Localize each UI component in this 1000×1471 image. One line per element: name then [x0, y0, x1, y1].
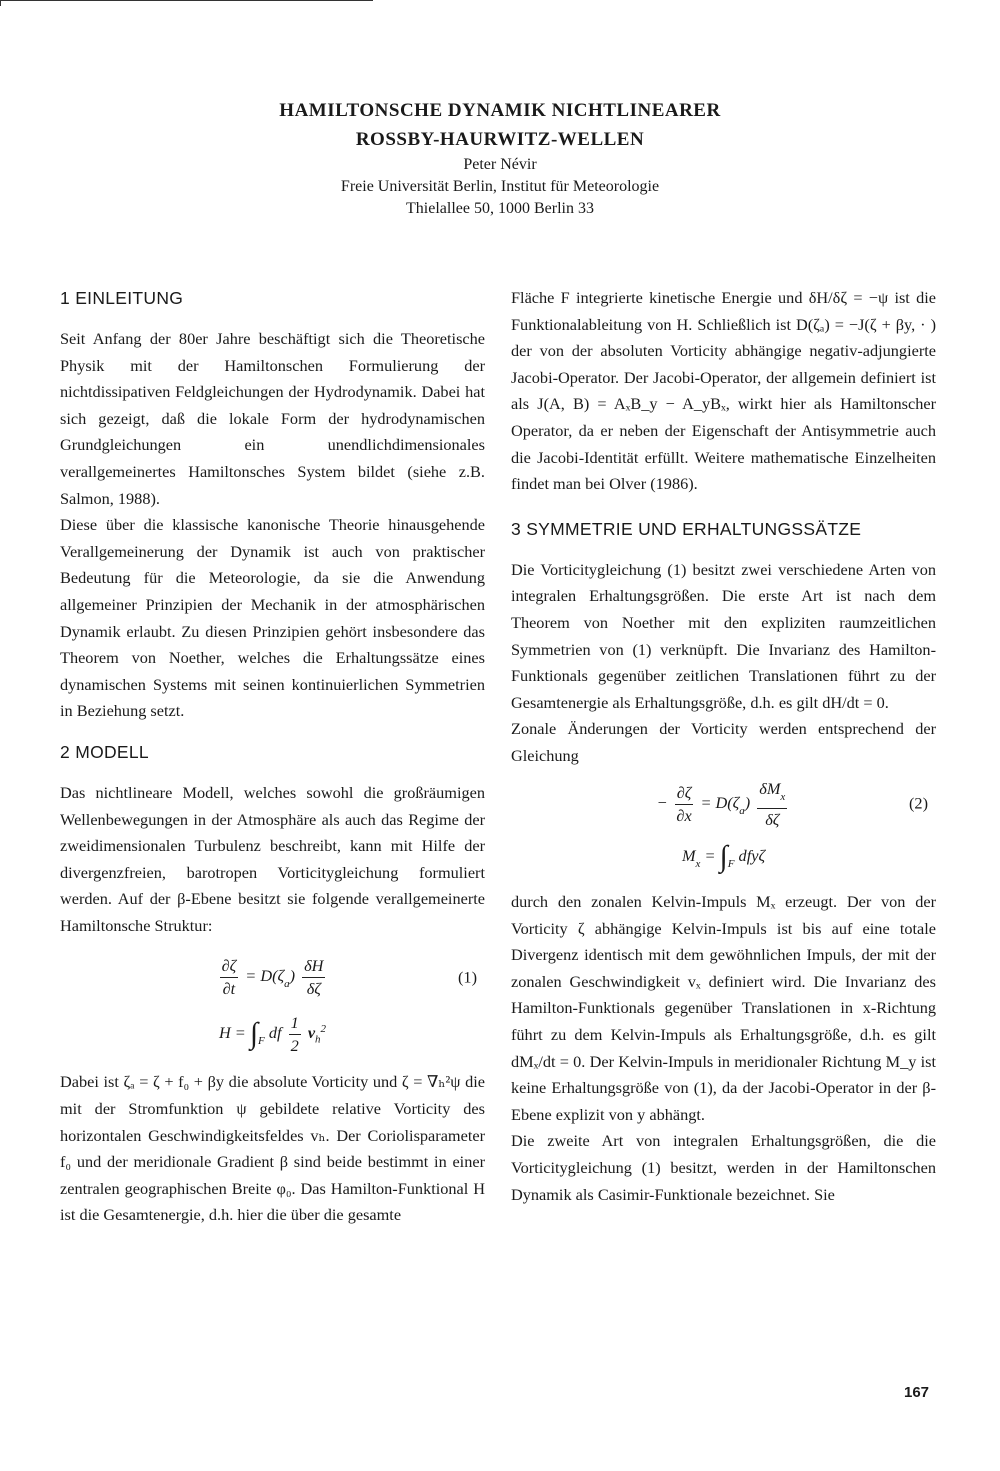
fraction: $\frac{1}{2}$ — [290, 1013, 299, 1056]
paper-title-line1: HAMILTONSCHE DYNAMIK NICHTLINEARER — [279, 100, 721, 121]
equation-hamiltonian: $H = \int_F$ df $\frac{1}{2}$ $v_h^2$ — [218, 1013, 327, 1056]
equation-2: − $\frac{\partial\zeta}{\partial x}$ = $D(\zeta_a)$ $\frac{\delta M_x}{\delta\zeta}$ (2) — [656, 778, 928, 829]
paragraph: Die zweite Art von integralen Erhaltungsgrößen, die die Vorticitygleichung (1) besitzt, werden in der Hamiltonschen Dynamik als Casimir-Funktionale bezeichnet. Sie — [511, 1131, 936, 1204]
paragraph: durch den zonalen Kelvin-Impuls Mₓ erzeugt. Der von der Vorticity ζ abhängige Kelvin-Impuls ist bis auf eine totale Divergenz identisch mit dem gewöhnlichen Impuls, der mit der zonalen Geschwindigkeit vₓ definiert wird. Die Invarianz des Hamilton-Funktionals gegenüber Translationen in x-Richtung führt zu dem Kelvin-Impuls als Erhaltungsgröße, d.h. es gilt dMₓ/dt = 0. Der Kelvin-Impuls in meridionaler Richtung M_y ist keine Erhaltungsgröße von (1), da der Jacobi-Operator in der β-Ebene explizit von y abhängt. — [511, 892, 936, 1124]
paragraph: Das nichtlineare Modell, welches sowohl die großräumigen Wellenbewegungen in der Atmosphäre als auch das Regime der zweidimensionalen Turbulenz beschreibt, kann mit Hilfe der divergenzfreien, barotropen Vorticitygleichung formuliert werden. Auf der β-Ebene besitzt sie folgende verallgemeinerte Hamiltonsche Struktur: — [60, 782, 485, 935]
paragraph: Dabei ist ζₐ = ζ + f₀ + βy die absolute Vorticity und ζ = ∇ₕ²ψ die mit der Stromfunktion ψ gebildete relative Vorticity des horizontalen Geschwindigkeitsfeldes vₕ. Der Coriolisparameter f₀ und der meridionale Gradient β sind beide bestimmt in einer zentralen geographischen Breite φ₀. Das Hamilton-Funktional H ist die Gesamtenergie, d.h. hier die über die gesamte — [60, 1072, 485, 1225]
author: Peter Névir — [463, 156, 537, 173]
equation-number: (1) — [458, 967, 477, 987]
paragraph: Seit Anfang der 80er Jahre beschäftigt sich die Theoretische Physik mit der Hamiltonschen Formulierung der nichtdissipativen Feldgleichungen der Hydrodynamik. Dabei hat sich gezeigt, daß die lokale Form der hydrodynamischen Grundgleichungen ein unendlichdimensionales verallgemeinertes Hamiltonsches System bildet (siehe z.B. Salmon, 1988). — [60, 329, 485, 508]
fraction: $\frac{\partial\zeta}{\partial t}$ — [221, 956, 237, 999]
affiliation: Freie Universität Berlin, Institut für Meteorologie — [340, 178, 660, 195]
fraction: $\frac{\delta H}{\delta\zeta}$ — [304, 956, 324, 999]
equation-kelvin-impulse: $M_x = \int_F$ dfyζ — [681, 839, 766, 873]
paragraph: Diese über die klassische kanonische Theorie hinausgehende Verallgemeinerung der Dynamik ist auch von praktischer Bedeutung für die Meteorologie, da sie die Anwendung allgemeiner Prinzipien der Mechanik in der atmosphärischen Dynamik erlaubt. Zu diesen Prinzipien gehört insbesondere das Theorem von Noether, welches die Erhaltungssätze eines dynamischen Systems mit seinen kontinuierlichen Symmetrien in Beziehung setzt. — [60, 515, 485, 721]
paragraph: Die Vorticitygleichung (1) besitzt zwei verschiedene Arten von integralen Erhaltungsgrößen. Die erste Art ist nach dem Theorem von Noether mit den expliziten raumzeitlichen Symmetrien von (1) verknüpft. Die Invarianz des Hamilton-Funktionals gegenüber zeitlichen Translationen führt zu der Gesamtenergie als Erhaltungsgröße, d.h. es gilt dH/dt = 0. — [511, 559, 936, 712]
paper-header — [0, 96, 1000, 220]
section-heading-modell: 2 MODELL — [60, 741, 149, 762]
section-heading-symmetrie: 3 SYMMETRIE UND ERHALTUNGSSÄTZE — [511, 518, 862, 539]
page-corner-mark — [0, 0, 373, 6]
fraction: $\frac{\delta M_x}{\delta\zeta}$ — [759, 778, 786, 829]
paragraph: Zonale Änderungen der Vorticity werden entsprechend der Gleichung — [511, 719, 936, 765]
address: Thielallee 50, 1000 Berlin 33 — [406, 200, 594, 217]
paragraph: Fläche F integrierte kinetische Energie und δH/δζ = −ψ ist die Funktionalableitung von H. Schließlich ist D(ζₐ) = −J(ζ + βy, · ) der von der absoluten Vorticity abhängige negativ-adjungierte Jacobi-Operator. Der Jacobi-Operator, der allgemein definiert ist als J(A, B) = AₓB_y − A_yBₓ, wirkt hier als Hamiltonscher Operator, da er neben der Eigenschaft der Antisymmetrie auch die Jacobi-Identität erfüllt. Weitere mathematische Einzelheiten findet man bei Olver (1986). — [511, 288, 936, 494]
fraction: $\frac{\partial\zeta}{\partial x}$ — [676, 782, 692, 825]
paper-title-line2: ROSSBY-HAURWITZ-WELLEN — [355, 129, 645, 150]
right-column — [511, 285, 936, 1208]
page-number: 167 — [904, 1384, 930, 1401]
section-heading-einleitung: 1 EINLEITUNG — [60, 288, 184, 308]
equation-1: $\frac{\partial\zeta}{\partial t}$ = $D(\zeta_a)$ $\frac{\delta H}{\delta\zeta}$ (1) — [221, 956, 477, 999]
equation-number: (2) — [909, 793, 928, 813]
left-column — [60, 285, 485, 1229]
